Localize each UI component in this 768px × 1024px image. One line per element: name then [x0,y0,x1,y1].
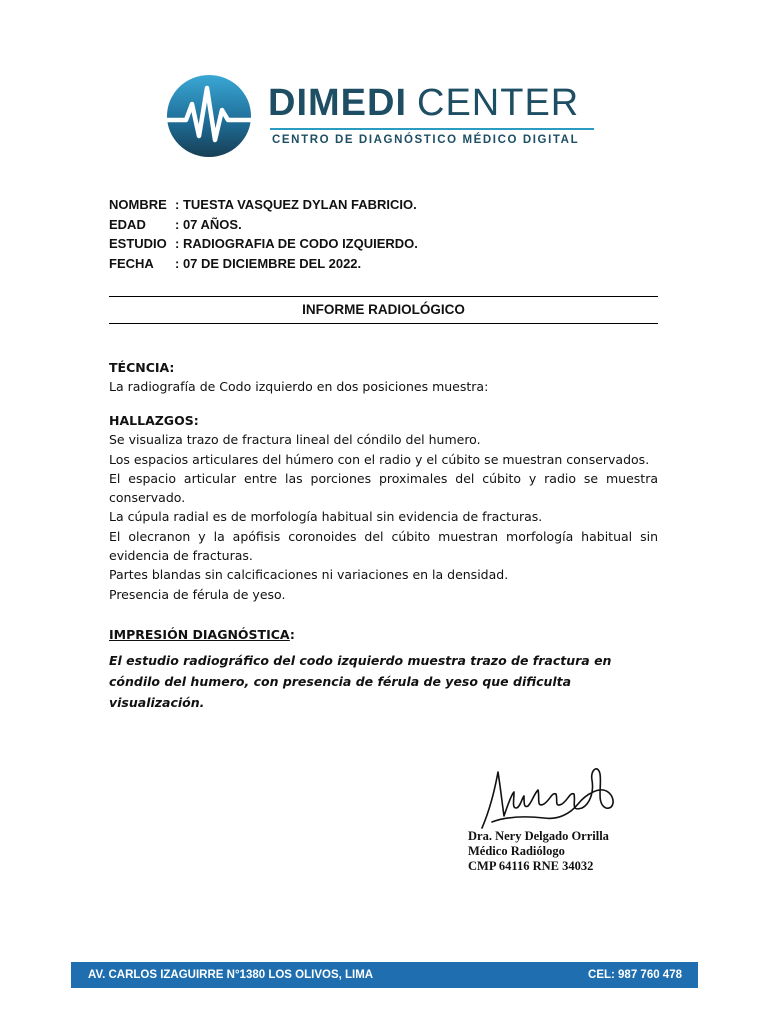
study-label: ESTUDIO [109,236,167,251]
dimedi-center-logo [166,74,606,158]
hallazgo-line: El olecranon y la apófisis coronoides del cúbito muestran morfología habitual sin evidencia de fracturas. [109,528,658,564]
study-row [109,234,418,254]
tecnica-heading: TÉCNCIA: [109,360,175,375]
logo-divider [270,128,594,130]
name-label: NOMBRE [109,197,167,212]
patient-name-row [109,195,418,215]
age-label: EDAD [109,216,146,232]
footer-bar [71,962,698,988]
footer-address: AV. CARLOS IZAGUIRRE N°1380 LOS OLIVOS, LIMA [88,969,374,981]
hallazgo-line: Presencia de férula de yeso. [109,586,286,602]
tecnica-text: La radiografía de Codo izquierdo en dos posiciones muestra: [109,379,489,395]
logo-title-center: CENTER [417,82,580,124]
impresion-section [109,625,658,713]
tecnica-section [109,358,658,397]
patient-age-row [109,215,418,235]
hallazgo-line: La cúpula radial es de morfología habitual sin evidencia de fracturas. [109,509,543,525]
heartbeat-circle-icon [166,74,252,158]
footer-phone: CEL: 987 760 478 [588,969,682,981]
hallazgos-section [109,411,658,604]
report-title: INFORME RADIOLÓGICO [109,296,658,324]
doctor-registration: CMP 64116 RNE 34032 [468,859,594,873]
logo-subtitle: CENTRO DE DIAGNÓSTICO MÉDICO DIGITAL [272,134,580,146]
date-value: : 07 DE DICIEMBRE DEL 2022. [175,255,362,271]
impresion-colon: : [289,627,295,642]
impresion-text: El estudio radiográfico del codo izquierdo muestra trazo de fractura en cóndilo del humero, con presencia de férula de yeso que dificulta visualización. [109,653,612,711]
hallazgo-line: Se visualiza trazo de fractura lineal del cóndilo del humero. [109,432,481,448]
doctor-title: Médico Radiólogo [468,844,565,858]
patient-info [109,195,418,273]
hallazgo-line: Partes blandas sin calcificaciones ni variaciones en la densidad. [109,567,509,583]
impresion-heading: IMPRESIÓN DIAGNÓSTICA [109,627,290,642]
age-value: : 07 AÑOS. [175,216,242,232]
handwritten-signature [478,764,618,830]
hallazgos-heading: HALLAZGOS: [109,413,199,428]
hallazgo-line: Los espacios articulares del húmero con el radio y el cúbito se muestran conservados. [109,451,650,467]
doctor-name: Dra. Nery Delgado Orrilla [468,829,609,843]
date-label: FECHA [109,255,154,271]
name-value: : TUESTA VASQUEZ DYLAN FABRICIO. [175,197,417,212]
date-row [109,254,418,274]
signature-block [468,829,609,874]
study-value: : RADIOGRAFIA DE CODO IZQUIERDO. [175,236,418,251]
hallazgo-line: El espacio articular entre las porciones proximales del cúbito y radio se muestra conservado. [109,470,658,506]
impresion-heading-row [109,625,658,644]
logo-title [268,84,579,122]
logo-title-dimedi: DIMEDI [268,82,407,124]
